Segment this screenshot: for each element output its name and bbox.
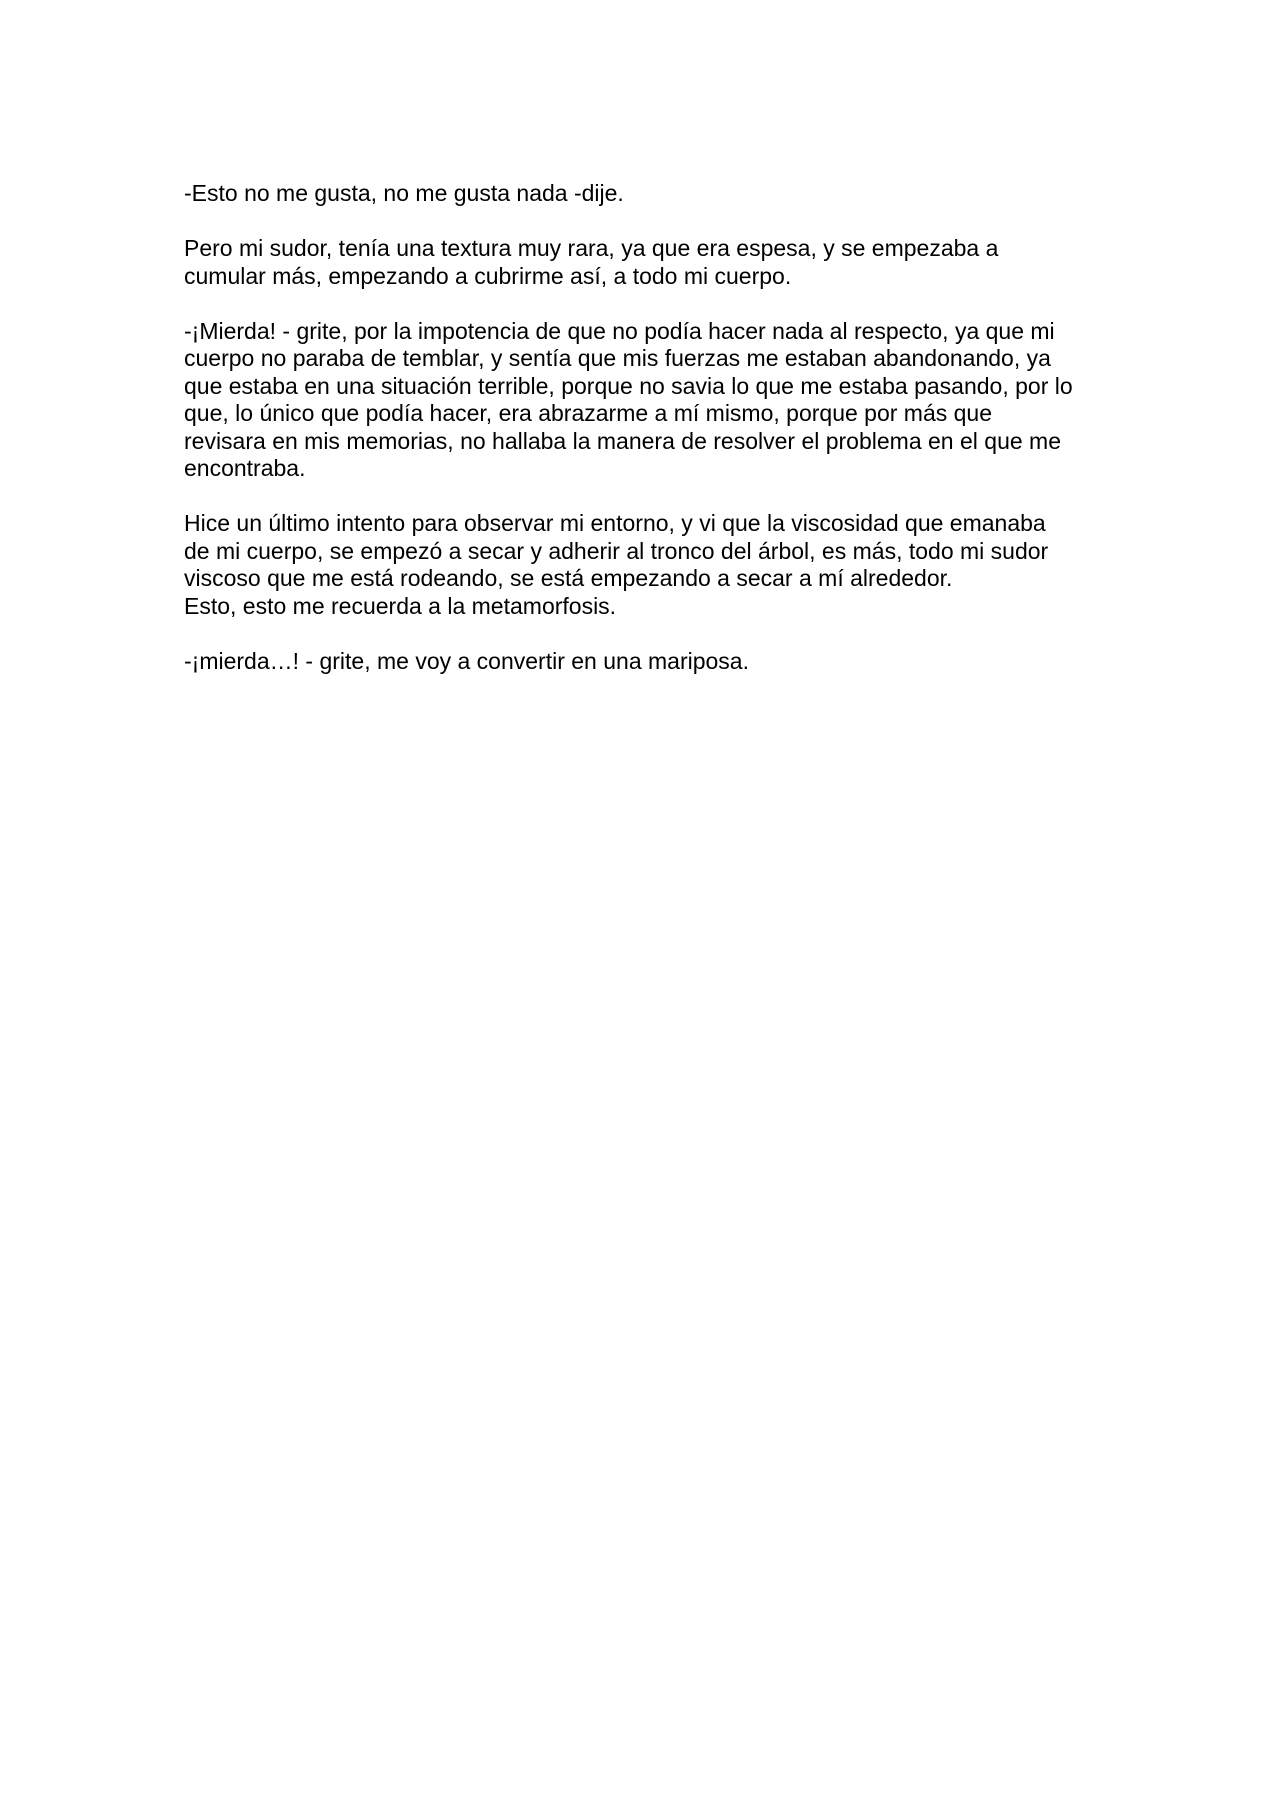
paragraph-3: -¡Mierda! - grite, por la impotencia de que no podía hacer nada al respecto, ya que mi cuerpo no paraba de temblar, y sentía que mis fuerzas me estaban abandonando, ya que estaba en una situación terrible, porque no savia lo que me estaba pasando, por lo que, lo único que podía hacer, era abrazarme a mí mismo, porque por más que revisara en mis memorias, no hallaba la manera de resolver el problema en el que me encontraba. [184, 317, 1073, 481]
paragraph-5: -¡mierda…! - grite, me voy a convertir en una mariposa. [184, 647, 749, 674]
paragraph-2: Pero mi sudor, tenía una textura muy rara, ya que era espesa, y se empezaba a cumular más, empezando a cubrirme así, a todo mi cuerpo. [184, 235, 999, 289]
document-body [184, 180, 1124, 703]
paragraph-4: Hice un último intento para observar mi entorno, y vi que la viscosidad que emanaba de mi cuerpo, se empezó a secar y adherir al tronco del árbol, es más, todo mi sudor viscoso que me está rodeando, se está empezando a secar a mí alrededor. Esto, esto me recuerda a la metamorfosis. [184, 510, 1049, 619]
paragraph-1: -Esto no me gusta, no me gusta nada -dije. [184, 180, 624, 206]
